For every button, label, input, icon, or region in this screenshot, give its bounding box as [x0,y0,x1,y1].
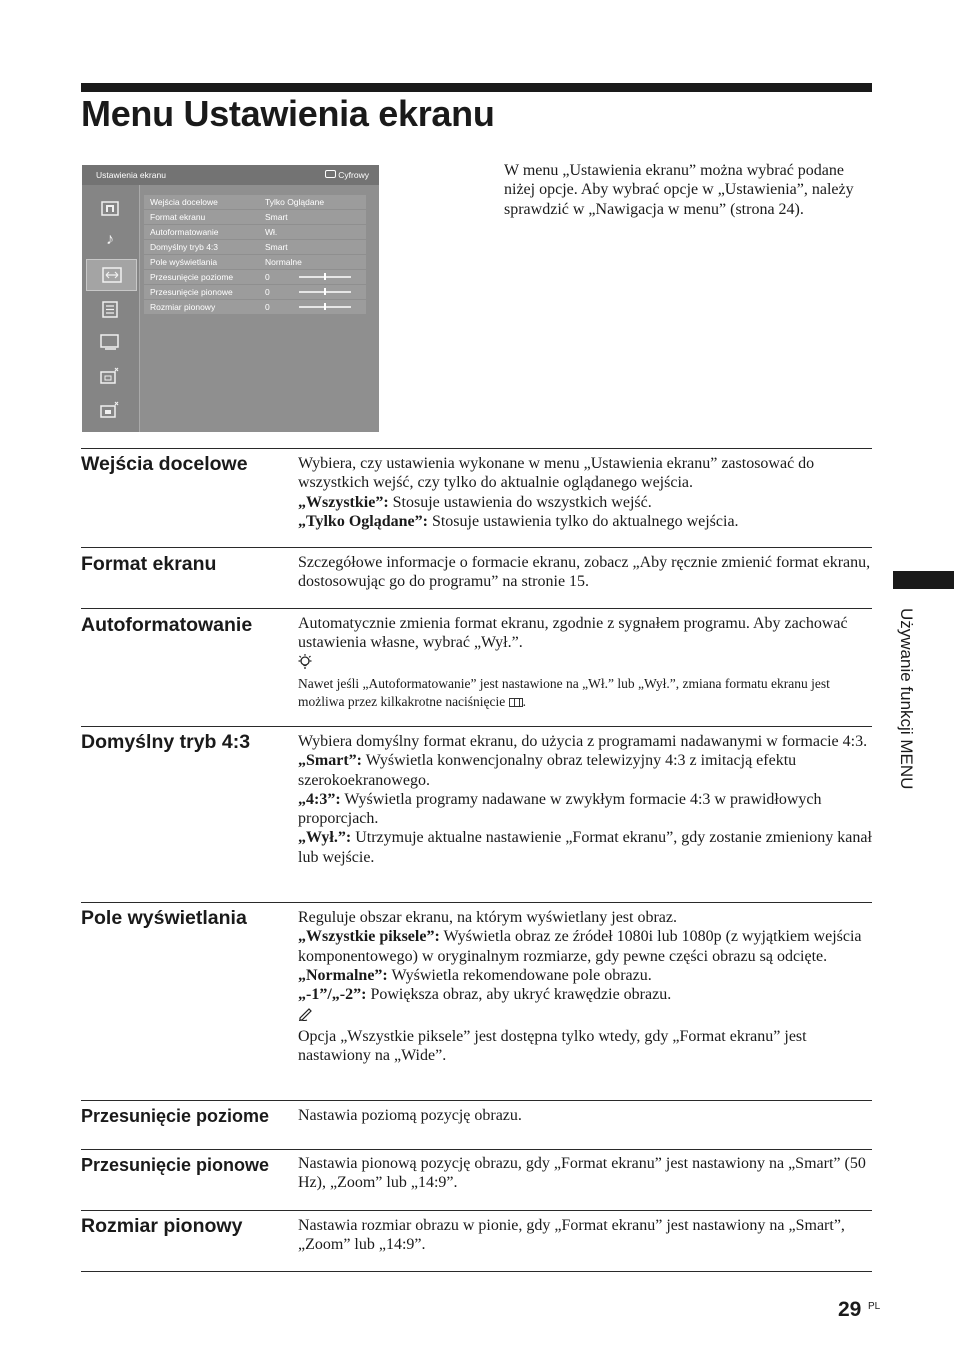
music-note-icon: ♪ [106,230,114,248]
tv-menu-options [144,195,366,315]
tv-menu-sidebar [82,185,139,432]
page-language-code: PL [868,1301,881,1312]
section-body: Nastawia rozmiar obrazu w pionie, gdy „Format ekranu” jest nastawiony na „Smart”, „Zoom” lub „14:9”. [298,1217,845,1254]
section-body: Wybiera, czy ustawienia wykonane w menu „Ustawienia ekranu” zastosować do wszystkich wejść, czy tylko do aktualnie oglądanego wejścia. „Wszystkie”: Stosuje ustawienia do wszystkich wejść. „Tylko Oglądane”: Stosuje ustawienia tylko do aktualnego wejścia. [298,454,872,531]
section-title: Autoformatowanie [81,614,253,636]
screen-settings-icon [86,259,137,291]
tv-menu-row: Przesunięcie pionowe 0 [144,285,366,299]
wide-mode-button-icon [509,698,523,707]
picture-icon [100,200,120,217]
tv-menu-row: Format ekranu Smart [144,210,366,224]
pc-settings-icon [100,367,120,384]
section-divider [81,1100,872,1101]
section-title: Wejścia docelowe [81,453,248,475]
section-divider [81,1210,872,1211]
tv-menu-title: Ustawienia ekranu [96,170,166,180]
tv-input-mode: Cyfrowy [325,170,369,180]
chapter-side-label: Używanie funkcji MENU [897,608,916,790]
section-title: Rozmiar pionowy [81,1215,243,1237]
section-divider [81,608,872,609]
settings-list-icon [100,301,120,318]
page-title: Menu Ustawienia ekranu [81,93,495,134]
tv-slider [299,276,351,278]
section-title: Format ekranu [81,553,217,575]
section-body: Nastawia poziomą pozycję obrazu. [298,1107,522,1124]
tv-menu-row: Wejścia docelowe Tylko Oglądane [144,195,366,209]
monitor-icon [100,333,120,350]
section-title: Domyślny tryb 4:3 [81,731,251,753]
section-title: Przesunięcie pionowe [81,1155,270,1175]
section-body: Automatycznie zmienia format ekranu, zgodnie z sygnałem programu. Aby zachować ustawienia własne, wybrać „Wył.”. Nawet jeśli „Autoformatowanie” jest nastawione na „Wł.” lub „Wył.”, zmiana formatu ekranu jest możliwa przez kilkakrotne naciśnięcie . [298,614,872,711]
input-mode-icon [325,170,336,178]
title-bar-rule [81,83,872,92]
tv-menu-row: Rozmiar pionowy 0 [144,300,366,314]
tv-menu-row: Przesunięcie poziome 0 [144,270,366,284]
option-line: „Tylko Oglądane”: Stosuje ustawienia tylko do aktualnego wejścia. [298,512,739,530]
tip-text: Nawet jeśli „Autoformatowanie” jest nastawione na „Wł.” lub „Wył.”, zmiana formatu ekranu jest możliwa przez kilkakrotne naciśnięcie . [298,675,830,709]
tv-menu-header [82,165,379,185]
tv-menu-screenshot [82,165,379,432]
section-divider [81,902,872,903]
page-number: 29 [838,1298,862,1321]
tv-slider [299,306,351,308]
section-body: Nastawia pionową pozycję obrazu, gdy „Format ekranu” jest nastawiony na „Smart” (50 Hz), „Zoom” lub „14:9”. [298,1155,866,1192]
tv-menu-row: Autoformatowanie Wł. [144,225,366,239]
intro-paragraph: W menu „Ustawienia ekranu” można wybrać podane niżej opcje. Aby wybrać opcje w „Ustawienia”, należy sprawdzić w „Nawigacja w menu” (strona 24). [504,162,854,218]
section-title: Pole wyświetlania [81,907,247,929]
option-line: „Wył.”: Utrzymuje aktualne nastawienie „Format ekranu”, gdy zostanie zmieniony kanał lub wejście. [298,829,872,866]
lightbulb-icon [298,653,312,670]
pencil-note-icon [298,1006,314,1021]
digital-settings-icon [100,401,120,418]
section-divider [81,448,872,449]
chapter-tab-marker [893,571,954,589]
section-body: Wybiera domyślny format ekranu, do użycia z programami nadawanymi w formacie 4:3. „Smart”: Wyświetla konwencjonalny obraz telewizyjny 4:3 z imitacją efektu szerokoekranowego. „4:3”: Wyświetla programy nadawane w zwykłym formacie 4:3 w prawidłowych proporcjach. „Wył.”: Utrzymuje aktualne nastawienie „Format ekranu”, gdy zostanie zmieniony kanał lub wejście. [298,733,872,866]
section-body: Szczegółowe informacje o formacie ekranu, zobacz „Aby ręcznie zmienić format ekranu, dostosowując go do programu” na stronie 15. [298,554,871,591]
section-divider [81,547,872,548]
tv-menu-row: Pole wyświetlania Normalne [144,255,366,269]
tv-menu-row: Domyślny tryb 4:3 Smart [144,240,366,254]
option-line: „4:3”: Wyświetla programy nadawane w zwykłym formacie 4:3 w prawidłowych proporcjach. [298,790,822,828]
note-text: Opcja „Wszystkie piksele” jest dostępna tylko wtedy, gdy „Format ekranu” jest nastawiony na „Wide”. [298,1027,807,1065]
option-line: „Smart”: Wyświetla konwencjonalny obraz telewizyjny 4:3 z imitacją efektu szerokoekranowego. [298,752,797,789]
option-line: „Normalne”: Wyświetla rekomendowane pole obrazu. [298,966,652,984]
section-divider [81,1271,872,1272]
section-divider [81,726,872,727]
section-divider [81,1149,872,1150]
tv-slider [299,291,351,293]
tv-menu-divider [139,185,140,432]
option-line: „Wszystkie”: Stosuje ustawienia do wszystkich wejść. [298,493,652,511]
section-body: Reguluje obszar ekranu, na którym wyświetlany jest obraz. „Wszystkie piksele”: Wyświetla obraz ze źródeł 1080i lub 1080p (z wyjątkiem wejścia komponentowego) w oryginalnym rozmiarze, gdy pewne części obrazu są odcięte. „Normalne”: Wyświetla rekomendowane pole obrazu. „-1”/„-2”: Powiększa obraz, aby ukryć krawędzie obrazu. Opcja „Wszystkie piksele” jest dostępna tylko wtedy, gdy „Format ekranu” jest nastawiony na „Wide”. [298,908,872,1065]
option-line: „-1”/„-2”: Powiększa obraz, aby ukryć krawędzie obrazu. [298,986,672,1004]
option-line: „Wszystkie piksele”: Wyświetla obraz ze źródeł 1080i lub 1080p (z wyjątkiem wejścia komponentowego) w oryginalnym rozmiarze, gdy pewne części obrazu są odcięte. [298,928,862,965]
section-title: Przesunięcie poziome [81,1106,270,1126]
